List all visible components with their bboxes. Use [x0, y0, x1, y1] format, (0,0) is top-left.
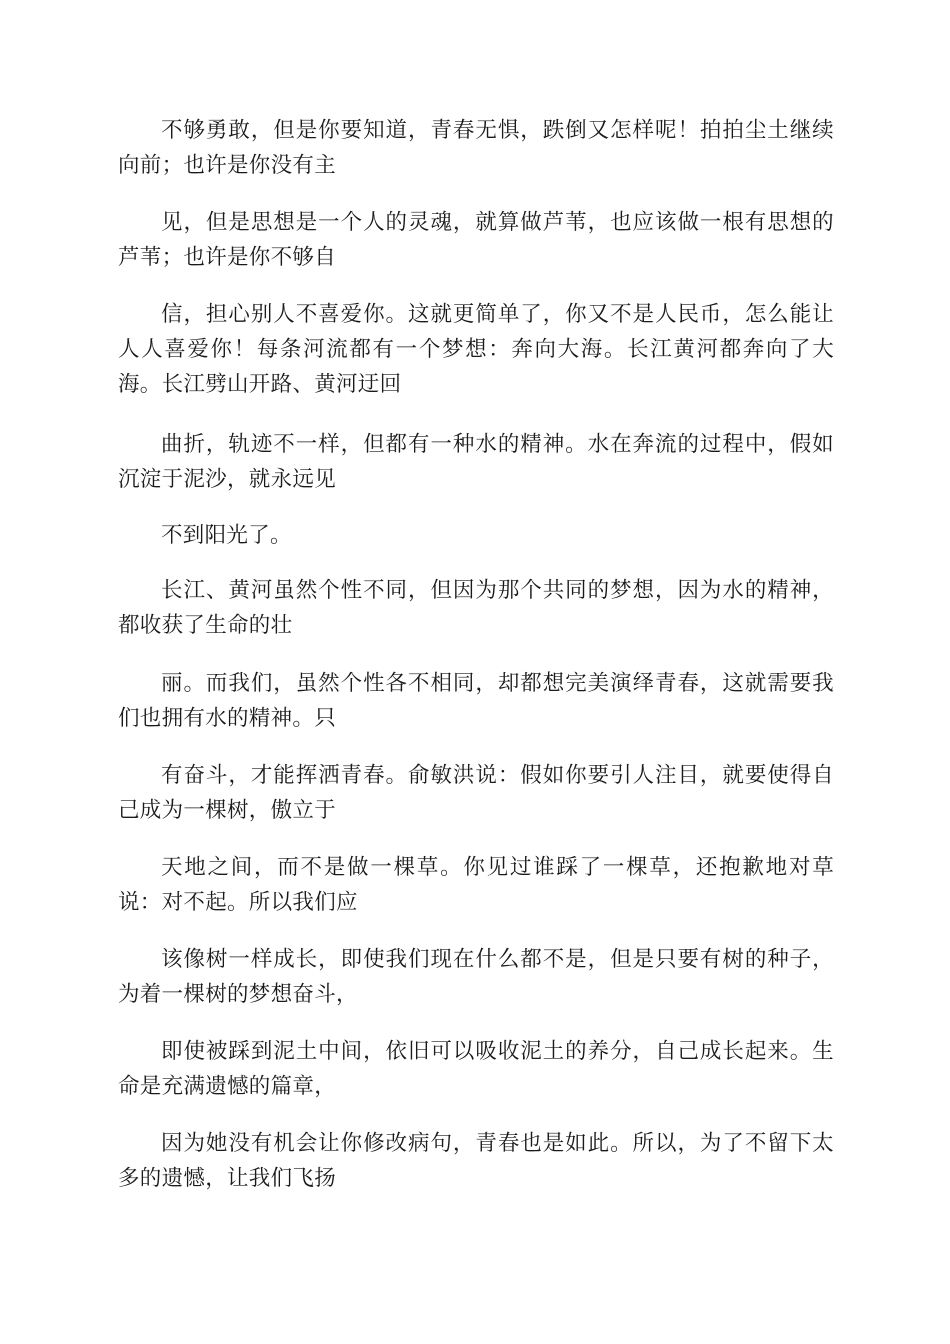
paragraph: 不到阳光了。 — [161, 523, 292, 548]
paragraph: 即使被踩到泥土中间，依旧可以吸收泥土的养分，自己成长起来。生命是充满遗憾的篇章， — [118, 1039, 834, 1099]
paragraph: 该像树一样成长，即使我们现在什么都不是，但是只要有树的种子，为着一棵树的梦想奋斗， — [118, 947, 834, 1007]
paragraph: 见，但是思想是一个人的灵魂，就算做芦苇，也应该做一根有思想的芦苇；也许是你不够自 — [118, 210, 834, 270]
paragraph: 信，担心别人不喜爱你。这就更简单了，你又不是人民币，怎么能让人人喜爱你！每条河流都有一个梦想：奔向大海。长江黄河都奔向了大海。长江劈山开路、黄河迂回 — [118, 302, 834, 397]
paragraph: 不够勇敢，但是你要知道，青春无惧，跌倒又怎样呢！拍拍尘土继续向前；也许是你没有主 — [118, 118, 834, 178]
paragraph: 因为她没有机会让你修改病句，青春也是如此。所以，为了不留下太多的遗憾，让我们飞扬 — [118, 1131, 834, 1191]
paragraph: 天地之间，而不是做一棵草。你见过谁踩了一棵草，还抱歉地对草说：对不起。所以我们应 — [118, 855, 834, 915]
paragraph: 曲折，轨迹不一样，但都有一种水的精神。水在奔流的过程中，假如沉淀于泥沙，就永远见 — [118, 432, 834, 492]
paragraph: 长江、黄河虽然个性不同，但因为那个共同的梦想，因为水的精神，都收获了生命的壮 — [118, 578, 834, 638]
paragraph: 有奋斗，才能挥洒青春。俞敏洪说：假如你要引人注目，就要使得自己成为一棵树，傲立于 — [118, 763, 834, 823]
paragraph: 丽。而我们，虽然个性各不相同，却都想完美演绎青春，这就需要我们也拥有水的精神。只 — [118, 671, 834, 731]
